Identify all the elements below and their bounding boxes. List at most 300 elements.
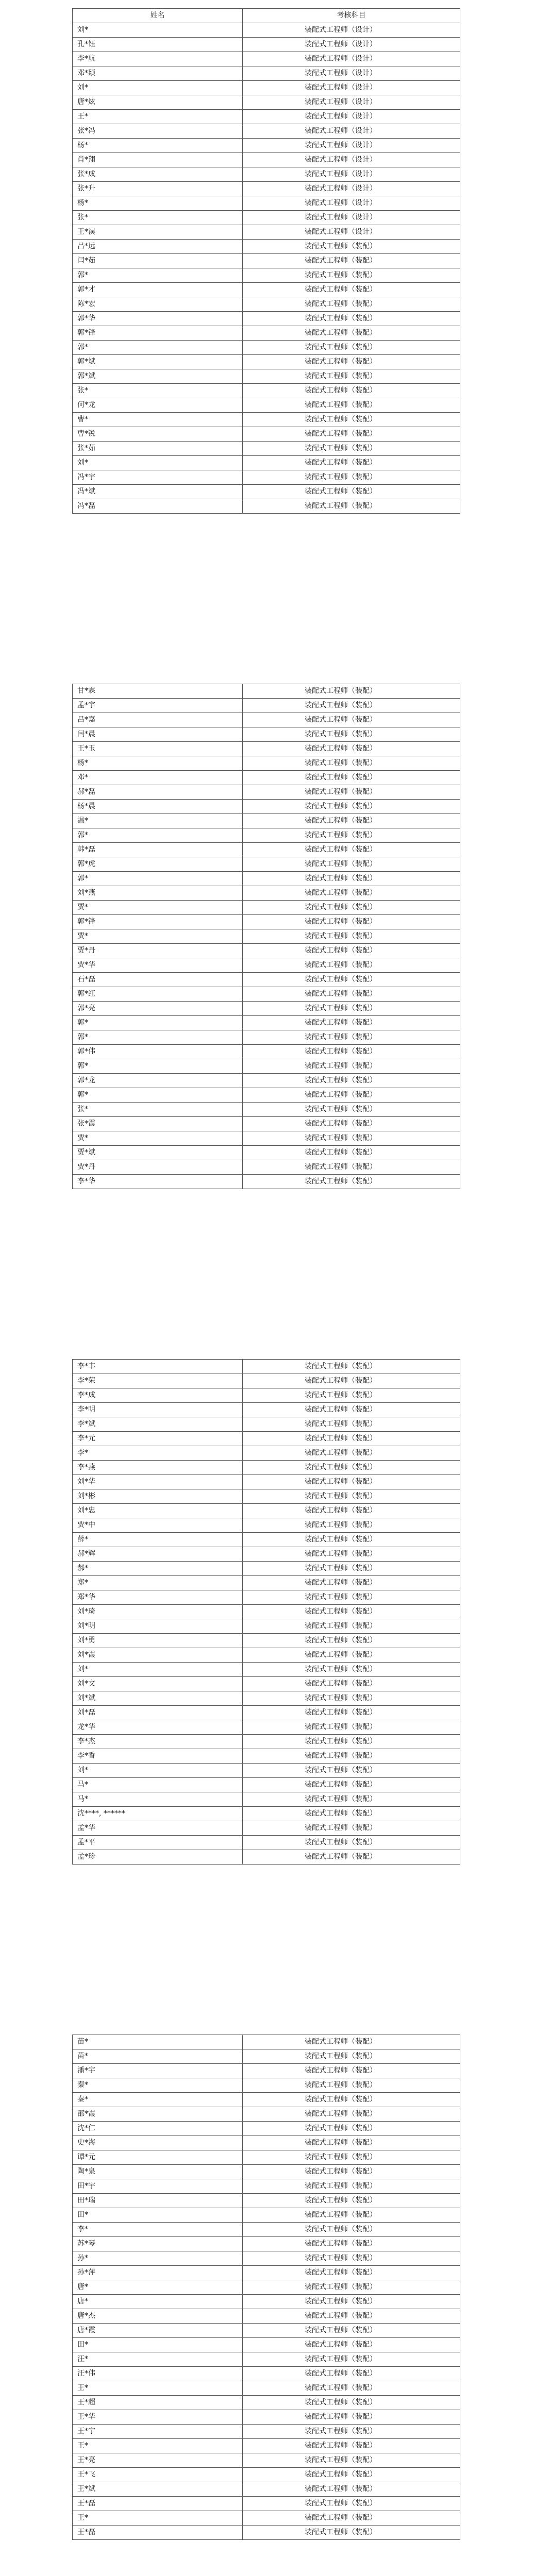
table-row: [73, 2049, 460, 2064]
table-row: [73, 1605, 460, 1619]
cell-subject: 装配式工程师（装配）: [243, 2425, 460, 2439]
cell-name: 王*: [73, 2511, 243, 2526]
cell-subject: 装配式工程师（装配）: [243, 1792, 460, 1807]
cell-name: 邓*: [73, 771, 243, 785]
table-row: [73, 95, 460, 110]
cell-subject: 装配式工程师（装配）: [243, 872, 460, 886]
cell-name: 邵*霞: [73, 2107, 243, 2122]
cell-subject: 装配式工程师（装配）: [243, 1175, 460, 1189]
cell-subject: 装配式工程师（装配）: [243, 384, 460, 398]
cell-name: 温*: [73, 814, 243, 828]
cell-subject: 装配式工程师（装配）: [243, 1749, 460, 1764]
table-row: [73, 2367, 460, 2381]
table-row: [73, 398, 460, 413]
table-row: [73, 1175, 460, 1189]
cell-name: 秦*: [73, 2093, 243, 2107]
table-row: [73, 2078, 460, 2093]
cell-subject: 装配式工程师（装配）: [243, 2122, 460, 2136]
cell-subject: 装配式工程师（装配）: [243, 2526, 460, 2540]
cell-name: 王*磊: [73, 2497, 243, 2511]
cell-name: 李*明: [73, 1403, 243, 1417]
cell-name: 邓*颖: [73, 66, 243, 81]
cell-name: 冯*磊: [73, 499, 243, 514]
cell-subject: 装配式工程师（装配）: [243, 2439, 460, 2453]
table-row: [73, 2035, 460, 2049]
table-row: [73, 1778, 460, 1792]
cell-name: 张*成: [73, 167, 243, 182]
cell-name: 郭*亮: [73, 1002, 243, 1016]
cell-name: 冯*斌: [73, 485, 243, 499]
table-row: [73, 2381, 460, 2396]
cell-subject: 装配式工程师（装配）: [243, 2078, 460, 2093]
cell-subject: 装配式工程师（装配）: [243, 727, 460, 742]
cell-subject: 装配式工程师（装配）: [243, 1764, 460, 1778]
cell-name: 贾*丹: [73, 1160, 243, 1175]
table-row: [73, 699, 460, 713]
cell-subject: 装配式工程师（装配）: [243, 1518, 460, 1533]
cell-subject: 装配式工程师（装配）: [243, 2194, 460, 2208]
table-row: [73, 1663, 460, 1677]
cell-name: 王*飞: [73, 2468, 243, 2482]
cell-subject: 装配式工程师（装配）: [243, 1576, 460, 1590]
cell-name: 唐*: [73, 2280, 243, 2295]
cell-name: 贾*斌: [73, 1146, 243, 1160]
table-row: [73, 2511, 460, 2526]
cell-subject: 装配式工程师（装配）: [243, 2280, 460, 2295]
table-row: [73, 800, 460, 814]
table-row: [73, 2122, 460, 2136]
cell-subject: 装配式工程师（装配）: [243, 1461, 460, 1475]
cell-subject: 装配式工程师（装配）: [243, 326, 460, 341]
table-row: [73, 52, 460, 66]
cell-subject: 装配式工程师（装配）: [243, 2468, 460, 2482]
cell-name: 马*: [73, 1792, 243, 1807]
table-row: [73, 1764, 460, 1778]
cell-subject: 装配式工程师（装配）: [243, 1417, 460, 1432]
cell-name: 郝*: [73, 1562, 243, 1576]
cell-subject: 装配式工程师（装配）: [243, 2482, 460, 2497]
table-row: [73, 2482, 460, 2497]
cell-name: 王*: [73, 110, 243, 124]
cell-subject: 装配式工程师（装配）: [243, 1388, 460, 1403]
table-row: [73, 1836, 460, 1850]
table-row: [73, 1533, 460, 1547]
cell-subject: 装配式工程师（装配）: [243, 1088, 460, 1103]
cell-subject: 装配式工程师（装配）: [243, 1146, 460, 1160]
cell-subject: 装配式工程师（装配）: [243, 857, 460, 872]
cell-name: 郭*: [73, 1059, 243, 1074]
table-row: [73, 2425, 460, 2439]
cell-name: 唐*霞: [73, 2324, 243, 2338]
table-row: [73, 38, 460, 52]
cell-subject: 装配式工程师（装配）: [243, 2511, 460, 2526]
cell-subject: 装配式工程师（装配）: [243, 1030, 460, 1045]
table-row: [73, 167, 460, 182]
cell-subject: 装配式工程师（装配）: [243, 756, 460, 771]
cell-name: 李*杰: [73, 1735, 243, 1749]
cell-name: 贾*中: [73, 1518, 243, 1533]
cell-subject: 装配式工程师（设计）: [243, 38, 460, 52]
table-row: [73, 1088, 460, 1103]
cell-name: 贾*: [73, 1131, 243, 1146]
cell-subject: 装配式工程师（装配）: [243, 1547, 460, 1562]
cell-name: 杨*: [73, 756, 243, 771]
cell-name: 刘*忠: [73, 1504, 243, 1518]
table-row: [73, 225, 460, 240]
table-row: [73, 355, 460, 369]
table-row: [73, 1002, 460, 1016]
cell-subject: 装配式工程师（装配）: [243, 742, 460, 756]
cell-subject: 装配式工程师（装配）: [243, 2367, 460, 2381]
cell-name: 郭*: [73, 872, 243, 886]
cell-subject: 装配式工程师（装配）: [243, 1103, 460, 1117]
cell-subject: 装配式工程师（装配）: [243, 771, 460, 785]
cell-name: 刘*斌: [73, 1691, 243, 1706]
cell-name: 冯*宇: [73, 470, 243, 485]
cell-name: 杨*: [73, 139, 243, 153]
cell-subject: 装配式工程师（装配）: [243, 1131, 460, 1146]
table-row: [73, 958, 460, 973]
cell-subject: 装配式工程师（装配）: [243, 1374, 460, 1388]
cell-subject: 装配式工程师（装配）: [243, 2324, 460, 2338]
cell-subject: 装配式工程师（装配）: [243, 240, 460, 254]
table-row: [73, 771, 460, 785]
cell-name: 曹*: [73, 413, 243, 427]
table-row: [73, 124, 460, 139]
table-row: [73, 1807, 460, 1821]
cell-name: 王*: [73, 2381, 243, 2396]
cell-name: 郭*虎: [73, 857, 243, 872]
cell-subject: 装配式工程师（装配）: [243, 1562, 460, 1576]
cell-subject: 装配式工程师（装配）: [243, 2237, 460, 2251]
cell-name: 王*淏: [73, 225, 243, 240]
cell-subject: 装配式工程师（装配）: [243, 1504, 460, 1518]
cell-subject: 装配式工程师（装配）: [243, 369, 460, 384]
cell-name: 孟*宇: [73, 699, 243, 713]
table-row: [73, 240, 460, 254]
cell-subject: 装配式工程师（设计）: [243, 211, 460, 225]
cell-subject: 装配式工程师（装配）: [243, 2093, 460, 2107]
cell-subject: 装配式工程师（装配）: [243, 254, 460, 268]
table-row: [73, 2064, 460, 2078]
table-row: [73, 326, 460, 341]
cell-name: 田*: [73, 2208, 243, 2223]
table-row: [73, 1691, 460, 1706]
cell-name: 李*荣: [73, 1374, 243, 1388]
table-row: [73, 886, 460, 901]
table-row: [73, 785, 460, 800]
cell-subject: 装配式工程师（装配）: [243, 2410, 460, 2425]
cell-name: 郭*: [73, 341, 243, 355]
cell-subject: 装配式工程师（装配）: [243, 973, 460, 987]
header-name: 姓名: [73, 9, 243, 23]
table-row: [73, 1735, 460, 1749]
table-row: [73, 915, 460, 929]
cell-subject: 装配式工程师（装配）: [243, 2223, 460, 2237]
cell-subject: 装配式工程师（装配）: [243, 1059, 460, 1074]
table-row: [73, 1117, 460, 1131]
cell-name: 汪*伟: [73, 2367, 243, 2381]
table-row: [73, 742, 460, 756]
cell-name: 张*: [73, 211, 243, 225]
cell-name: 孟*华: [73, 1821, 243, 1836]
table-row: [73, 1103, 460, 1117]
table-row: [73, 2223, 460, 2237]
cell-name: 张*: [73, 384, 243, 398]
cell-subject: 装配式工程师（装配）: [243, 800, 460, 814]
cell-name: 郭*华: [73, 312, 243, 326]
table-row: [73, 1016, 460, 1030]
cell-name: 郝*辉: [73, 1547, 243, 1562]
table-row: [73, 2150, 460, 2165]
cell-subject: 装配式工程师（装配）: [243, 355, 460, 369]
cell-subject: 装配式工程师（装配）: [243, 1778, 460, 1792]
table-row: [73, 2136, 460, 2150]
cell-name: 刘*文: [73, 1677, 243, 1691]
cell-subject: 装配式工程师（装配）: [243, 2251, 460, 2266]
cell-subject: 装配式工程师（设计）: [243, 153, 460, 167]
table-row: [73, 66, 460, 81]
cell-name: 田*: [73, 2338, 243, 2352]
cell-name: 闫*晨: [73, 727, 243, 742]
table-row: [73, 2352, 460, 2367]
cell-subject: 装配式工程师（装配）: [243, 2266, 460, 2280]
cell-subject: 装配式工程师（装配）: [243, 2035, 460, 2049]
table-row: [73, 182, 460, 196]
cell-name: 陶*泉: [73, 2165, 243, 2179]
cell-name: 贾*丹: [73, 944, 243, 958]
cell-subject: 装配式工程师（装配）: [243, 1706, 460, 1720]
cell-name: 郭*才: [73, 283, 243, 297]
table-row: [73, 1374, 460, 1388]
table-row: [73, 211, 460, 225]
cell-subject: 装配式工程师（装配）: [243, 1663, 460, 1677]
cell-subject: 装配式工程师（装配）: [243, 2396, 460, 2410]
cell-name: 苗*: [73, 2049, 243, 2064]
table-row: [73, 1562, 460, 1576]
table-row: [73, 1146, 460, 1160]
cell-name: 刘*琦: [73, 1605, 243, 1619]
cell-name: 刘*明: [73, 1619, 243, 1634]
table-row: [73, 944, 460, 958]
cell-subject: 装配式工程师（装配）: [243, 944, 460, 958]
cell-name: 曹*锐: [73, 427, 243, 442]
table-row: [73, 110, 460, 124]
cell-name: 吕*远: [73, 240, 243, 254]
cell-subject: 装配式工程师（装配）: [243, 2150, 460, 2165]
cell-name: 王*斌: [73, 2482, 243, 2497]
cell-subject: 装配式工程师（装配）: [243, 2179, 460, 2194]
cell-name: 李*元: [73, 1432, 243, 1446]
cell-name: 郭*: [73, 268, 243, 283]
cell-subject: 装配式工程师（设计）: [243, 225, 460, 240]
cell-subject: 装配式工程师（装配）: [243, 1720, 460, 1735]
cell-name: 孟*珍: [73, 1850, 243, 1865]
cell-subject: 装配式工程师（装配）: [243, 828, 460, 843]
cell-name: 何*龙: [73, 398, 243, 413]
table-row: [73, 1792, 460, 1807]
cell-subject: 装配式工程师（装配）: [243, 1117, 460, 1131]
cell-subject: 装配式工程师（装配）: [243, 297, 460, 312]
cell-name: 唐*杰: [73, 2309, 243, 2324]
cell-subject: 装配式工程师（装配）: [243, 699, 460, 713]
cell-name: 刘*: [73, 81, 243, 95]
cell-name: 刘*: [73, 1764, 243, 1778]
cell-name: 刘*: [73, 456, 243, 470]
cell-name: 唐*炫: [73, 95, 243, 110]
table-row: [73, 872, 460, 886]
table-row: [73, 1749, 460, 1764]
cell-name: 刘*彬: [73, 1489, 243, 1504]
cell-name: 苗*: [73, 2035, 243, 2049]
cell-name: 刘*霞: [73, 1648, 243, 1663]
cell-name: 潘*宇: [73, 2064, 243, 2078]
cell-subject: 装配式工程师（设计）: [243, 182, 460, 196]
table-row: [73, 2453, 460, 2468]
table-row: [73, 1045, 460, 1059]
cell-subject: 装配式工程师（装配）: [243, 442, 460, 456]
cell-subject: 装配式工程师（装配）: [243, 268, 460, 283]
cell-name: 杨*: [73, 196, 243, 211]
cell-name: 李*华: [73, 1175, 243, 1189]
cell-subject: 装配式工程师（装配）: [243, 1016, 460, 1030]
table-row: [73, 713, 460, 727]
cell-subject: 装配式工程师（装配）: [243, 456, 460, 470]
table-row: [73, 1360, 460, 1374]
cell-subject: 装配式工程师（装配）: [243, 499, 460, 514]
table-header-row: [73, 9, 460, 23]
cell-subject: 装配式工程师（装配）: [243, 1045, 460, 1059]
cell-name: 吕*嘉: [73, 713, 243, 727]
table-row: [73, 2093, 460, 2107]
cell-name: 王*: [73, 2439, 243, 2453]
table-row: [73, 1706, 460, 1720]
cell-name: 刘*燕: [73, 886, 243, 901]
table-row: [73, 1074, 460, 1088]
table-row: [73, 2179, 460, 2194]
cell-name: 史*海: [73, 2136, 243, 2150]
table-row: [73, 442, 460, 456]
cell-subject: 装配式工程师（装配）: [243, 2136, 460, 2150]
table-row: [73, 1432, 460, 1446]
cell-name: 田*宇: [73, 2179, 243, 2194]
table-row: [73, 1131, 460, 1146]
cell-subject: 装配式工程师（设计）: [243, 110, 460, 124]
cell-name: 张*茹: [73, 442, 243, 456]
table-row: [73, 369, 460, 384]
roster-table-page-4: [72, 2035, 460, 2540]
table-row: [73, 1720, 460, 1735]
cell-subject: 装配式工程师（装配）: [243, 929, 460, 944]
cell-name: 李*斌: [73, 1417, 243, 1432]
cell-subject: 装配式工程师（装配）: [243, 958, 460, 973]
cell-name: 郭*龙: [73, 1074, 243, 1088]
table-row: [73, 2280, 460, 2295]
cell-name: 石*磊: [73, 973, 243, 987]
table-row: [73, 413, 460, 427]
cell-subject: 装配式工程师（装配）: [243, 987, 460, 1002]
cell-name: 张*冯: [73, 124, 243, 139]
cell-name: 郭*: [73, 1030, 243, 1045]
table-row: [73, 929, 460, 944]
cell-name: 王*宁: [73, 2425, 243, 2439]
cell-subject: 装配式工程师（装配）: [243, 312, 460, 326]
cell-subject: 装配式工程师（装配）: [243, 2049, 460, 2064]
cell-subject: 装配式工程师（装配）: [243, 413, 460, 427]
cell-name: 刘*磊: [73, 1706, 243, 1720]
table-row: [73, 1160, 460, 1175]
cell-name: 唐*: [73, 2295, 243, 2309]
table-row: [73, 2251, 460, 2266]
cell-name: 贾*华: [73, 958, 243, 973]
cell-subject: 装配式工程师（装配）: [243, 2453, 460, 2468]
cell-subject: 装配式工程师（装配）: [243, 1619, 460, 1634]
cell-name: 郭*锋: [73, 326, 243, 341]
cell-name: 王*磊: [73, 2526, 243, 2540]
cell-name: 郭*伟: [73, 1045, 243, 1059]
cell-subject: 装配式工程师（装配）: [243, 1590, 460, 1605]
cell-subject: 装配式工程师（装配）: [243, 2497, 460, 2511]
cell-name: 龙*华: [73, 1720, 243, 1735]
cell-subject: 装配式工程师（设计）: [243, 139, 460, 153]
table-row: [73, 2338, 460, 2352]
cell-subject: 装配式工程师（装配）: [243, 341, 460, 355]
table-row: [73, 843, 460, 857]
table-row: [73, 987, 460, 1002]
table-row: [73, 2439, 460, 2453]
table-row: [73, 23, 460, 38]
cell-name: 李*航: [73, 52, 243, 66]
cell-subject: 装配式工程师（装配）: [243, 1160, 460, 1175]
cell-subject: 装配式工程师（装配）: [243, 901, 460, 915]
cell-subject: 装配式工程师（装配）: [243, 2107, 460, 2122]
cell-subject: 装配式工程师（装配）: [243, 1836, 460, 1850]
cell-subject: 装配式工程师（装配）: [243, 684, 460, 699]
cell-name: 刘*华: [73, 1475, 243, 1489]
cell-name: 张*升: [73, 182, 243, 196]
table-row: [73, 2237, 460, 2251]
cell-name: 杨*晨: [73, 800, 243, 814]
cell-subject: 装配式工程师（装配）: [243, 915, 460, 929]
cell-name: 孙*: [73, 2251, 243, 2266]
cell-subject: 装配式工程师（装配）: [243, 2309, 460, 2324]
table-row: [73, 1821, 460, 1836]
cell-subject: 装配式工程师（装配）: [243, 1432, 460, 1446]
table-row: [73, 1590, 460, 1605]
table-row: [73, 499, 460, 514]
table-row: [73, 1417, 460, 1432]
table-row: [73, 1388, 460, 1403]
table-row: [73, 1489, 460, 1504]
cell-name: 张*霞: [73, 1117, 243, 1131]
cell-subject: 装配式工程师（装配）: [243, 1489, 460, 1504]
cell-name: 汪*: [73, 2352, 243, 2367]
cell-subject: 装配式工程师（设计）: [243, 81, 460, 95]
cell-subject: 装配式工程师（设计）: [243, 66, 460, 81]
cell-subject: 装配式工程师（装配）: [243, 785, 460, 800]
table-row: [73, 973, 460, 987]
table-row: [73, 1576, 460, 1590]
cell-name: 刘*: [73, 1663, 243, 1677]
cell-name: 王*超: [73, 2396, 243, 2410]
cell-name: 肖*翔: [73, 153, 243, 167]
table-row: [73, 312, 460, 326]
cell-name: 秦*: [73, 2078, 243, 2093]
cell-name: 苏*琴: [73, 2237, 243, 2251]
cell-name: 孙*萍: [73, 2266, 243, 2280]
table-row: [73, 1461, 460, 1475]
cell-subject: 装配式工程师（装配）: [243, 1533, 460, 1547]
